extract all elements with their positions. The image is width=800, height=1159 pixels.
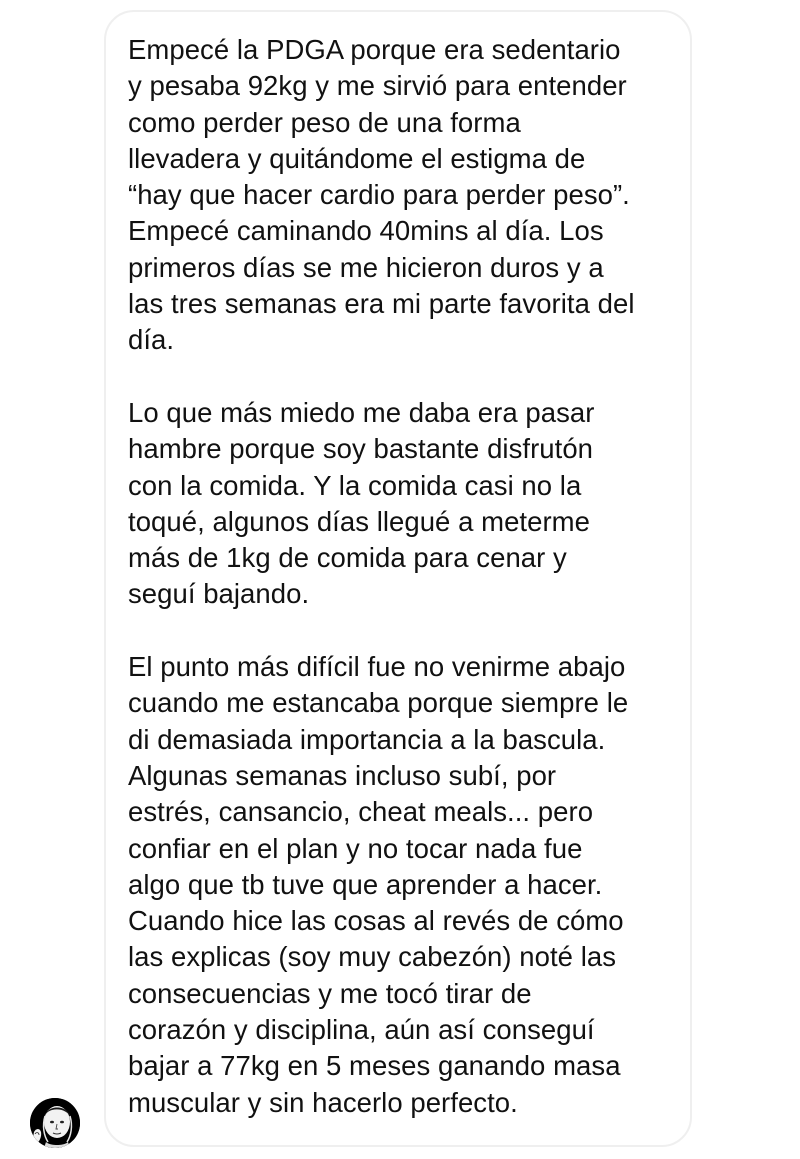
message-line: cuando me estancaba porque siempre le bbox=[128, 687, 629, 719]
message-line: algo que tb tuve que aprender a hacer. bbox=[128, 868, 603, 900]
message-line: “hay que hacer cardio para perder peso”. bbox=[128, 179, 630, 211]
message-line: primeros días se me hicieron duros y a bbox=[128, 251, 604, 283]
message-paragraph-2 bbox=[128, 395, 690, 613]
message-line: bajar a 77kg en 5 meses ganando masa bbox=[128, 1050, 621, 1082]
message-line: muscular y sin hacerlo perfecto. bbox=[128, 1086, 518, 1118]
message-paragraph-1 bbox=[128, 32, 690, 359]
message-line: Lo que más miedo me daba era pasar bbox=[128, 396, 595, 428]
message-line: corazón y disciplina, aún así conseguí bbox=[128, 1014, 595, 1046]
sender-avatar[interactable] bbox=[30, 1098, 80, 1148]
message-bubble[interactable] bbox=[104, 10, 692, 1147]
message-line: Empecé la PDGA porque era sedentario bbox=[128, 34, 621, 65]
message-line: las tres semanas era mi parte favorita del bbox=[128, 288, 635, 320]
message-line: Algunas semanas incluso subí, por bbox=[128, 759, 557, 791]
message-line: Cuando hice las cosas al revés de cómo bbox=[128, 905, 624, 937]
message-line: El punto más difícil fue no venirme abajo bbox=[128, 651, 626, 683]
message-line: día. bbox=[128, 324, 175, 356]
message-line: con la comida. Y la comida casi no la bbox=[128, 469, 582, 501]
message-line: más de 1kg de comida para cenar y bbox=[128, 542, 567, 574]
paragraph-spacer bbox=[128, 359, 690, 395]
message-line: toqué, algunos días llegué a meterme bbox=[128, 505, 590, 537]
message-line: consecuencias y me tocó tirar de bbox=[128, 977, 532, 1009]
message-line: hambre porque soy bastante disfrutón bbox=[128, 433, 594, 465]
profile-avatar-icon bbox=[30, 1098, 80, 1148]
message-line: llevadera y quitándome el estigma de bbox=[128, 142, 586, 174]
message-paragraph-3 bbox=[128, 649, 690, 1121]
message-line: y pesaba 92kg y me sirvió para entender bbox=[128, 70, 627, 102]
message-line: seguí bajando. bbox=[128, 578, 310, 610]
message-line: Empecé caminando 40mins al día. Los bbox=[128, 215, 604, 247]
message-line: di demasiada importancia a la bascula. bbox=[128, 723, 606, 755]
message-line: confiar en el plan y no tocar nada fue bbox=[128, 832, 583, 864]
message-line: como perder peso de una forma bbox=[128, 106, 521, 138]
paragraph-spacer bbox=[128, 613, 690, 649]
message-line: estrés, cansancio, cheat meals... pero bbox=[128, 796, 594, 828]
message-line: las explicas (soy muy cabezón) noté las bbox=[128, 941, 617, 973]
